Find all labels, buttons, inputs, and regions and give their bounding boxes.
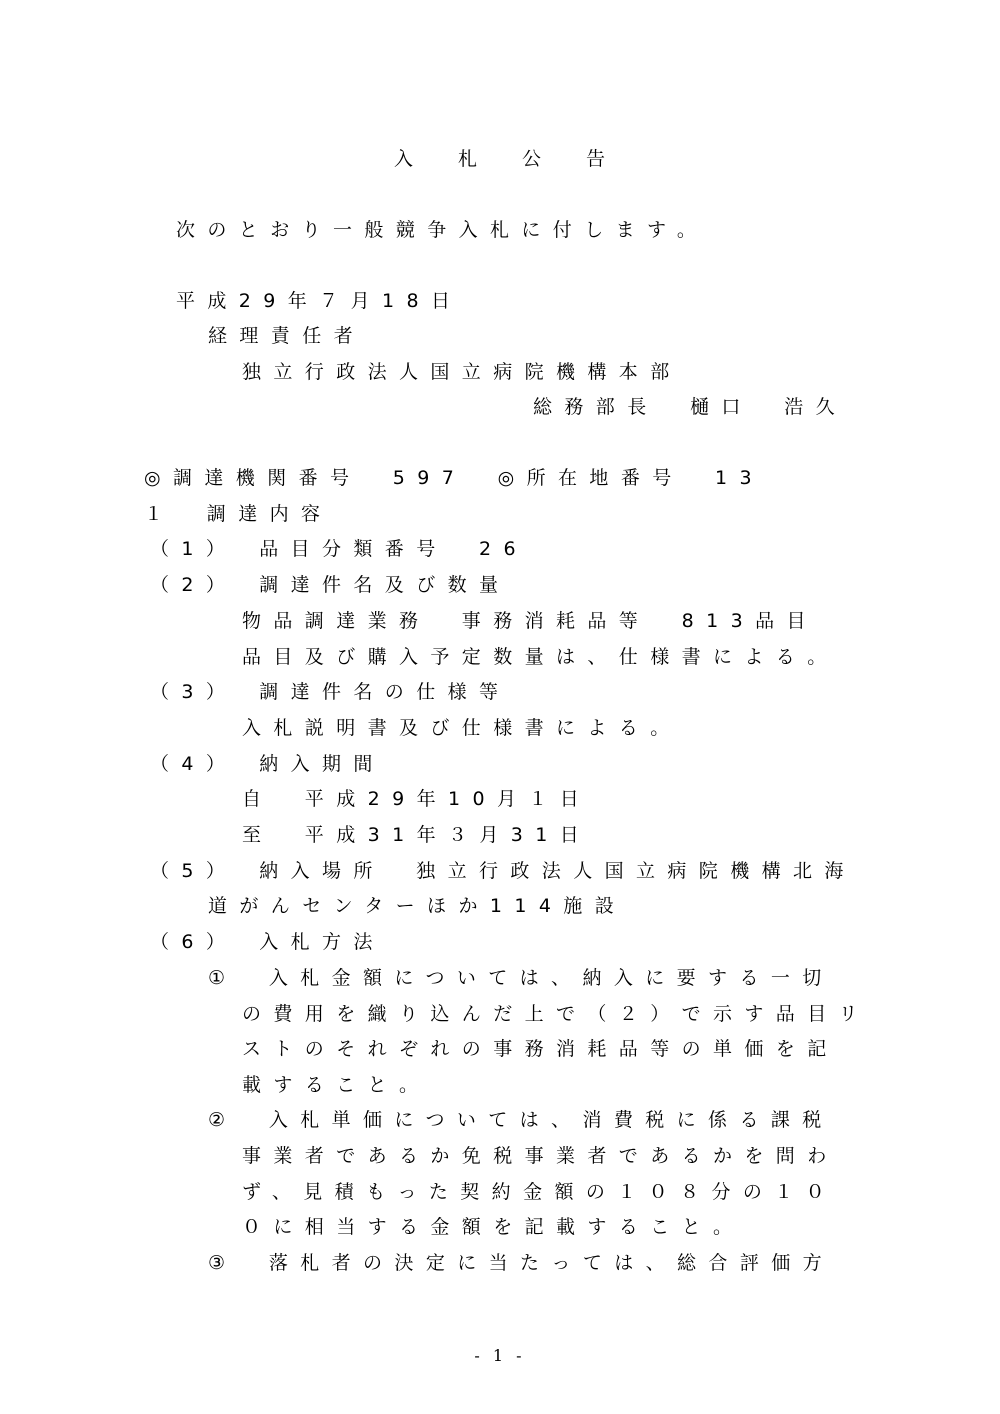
text-line: （1） 品目分類番号 26 [150, 538, 528, 560]
text-line: の費用を織り込んだ上で（２）で示す品目リ [242, 1003, 871, 1025]
text-line: 自 平成29年10月１日 [242, 788, 592, 810]
text-line: 載すること。 [242, 1074, 431, 1096]
text-line: （2） 調達件名及び数量 [150, 574, 511, 596]
text-line: 至 平成31年３月31日 [242, 824, 592, 846]
text-line: （5） 納入場所 独立行政法人国立病院機構北海 [150, 860, 856, 882]
text-line: （6） 入札方法 [150, 931, 385, 953]
text-line: 道がんセンターほか114施設 [208, 895, 627, 917]
text-line: 総務部長 樋口 浩久 [533, 396, 848, 418]
text-line: 入札説明書及び仕様書による。 [242, 717, 682, 739]
text-line: 事業者であるか免税事業者であるかを問わ [242, 1145, 839, 1167]
text-line: ストのそれぞれの事務消耗品等の単価を記 [242, 1038, 839, 1060]
text-line: ③ 落札者の決定に当たっては、総合評価方 [208, 1252, 835, 1274]
text-line: 次のとおり一般競争入札に付します。 [176, 219, 709, 241]
text-line: （3） 調達件名の仕様等 [150, 681, 511, 703]
text-line: ず、見積もった契約金額の１０８分の１０ [242, 1181, 838, 1203]
page-number: - 1 - [474, 1346, 526, 1365]
text-line: （4） 納入期間 [150, 753, 385, 775]
text-line: 平成29年７月18日 [176, 290, 463, 312]
text-line: 品目及び購入予定数量は、仕様書による。 [242, 646, 839, 668]
document-title: 入札公告 [394, 148, 651, 170]
text-line: 独立行政法人国立病院機構本部 [242, 361, 682, 383]
text-line: ② 入札単価については、消費税に係る課税 [208, 1109, 834, 1131]
text-line: ０に相当する金額を記載すること。 [242, 1216, 745, 1238]
text-line: 経理責任者 [208, 325, 366, 347]
text-line: １ 調達内容 [144, 503, 333, 525]
text-line: ◎調達機関番号 597 ◎所在地番号 13 [144, 467, 764, 489]
text-line: ① 入札金額については、納入に要する一切 [208, 967, 834, 989]
text-line: 物品調達業務 事務消耗品等 813品目 [242, 610, 818, 632]
